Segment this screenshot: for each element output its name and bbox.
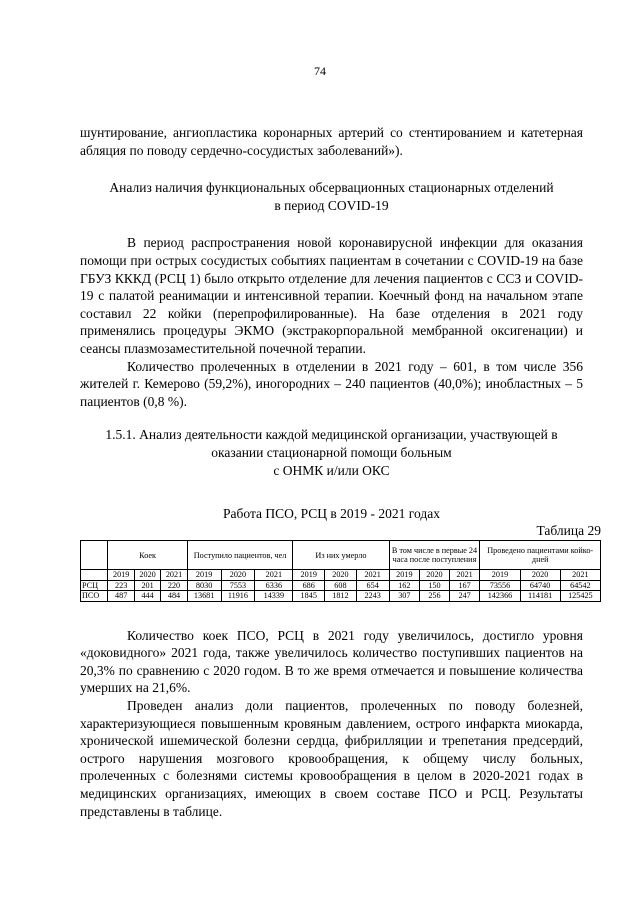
data-table — [80, 540, 601, 602]
table-year-header: 2020 — [134, 570, 160, 581]
table-cell: 150 — [420, 580, 450, 591]
table-year-header: 2021 — [255, 570, 293, 581]
table-cell: 223 — [108, 580, 134, 591]
table-year-header: 2020 — [520, 570, 560, 581]
table-year-header: 2019 — [108, 570, 134, 581]
table-cell: 1845 — [293, 591, 325, 602]
paragraph-treated-count: Количество пролеченных в отделении в 2021 году – 601, в том числе 356 жителей г. Кемерово (59,2%), иногородних – 240 пациентов (40,0%); инобластных – 5 пациентов (0,8 %). — [80, 358, 583, 409]
table-group-header: Коек — [108, 541, 187, 570]
section-heading-line2: в период COVID-19 — [274, 197, 389, 213]
table-cell: 484 — [161, 591, 187, 602]
table-cell: 11916 — [221, 591, 255, 602]
table-corner-cell — [81, 541, 108, 570]
table-year-header: 2021 — [161, 570, 187, 581]
table-cell: 444 — [134, 591, 160, 602]
table-header-row — [81, 541, 601, 570]
table-cell: 220 — [161, 580, 187, 591]
table-cell: 2243 — [356, 591, 389, 602]
table-year-header: 2021 — [560, 570, 600, 581]
table-year-header: 2019 — [293, 570, 325, 581]
subsection-heading-line3: с ОНМК и/или ОКС — [273, 462, 390, 478]
table-row-rsc — [81, 580, 601, 591]
table-row-label: РСЦ — [81, 580, 108, 591]
table-group-header: В том числе в первые 24 часа после поступления — [389, 541, 480, 570]
table-cell: 13681 — [187, 591, 221, 602]
table-title: Работа ПСО, РСЦ в 2019 - 2021 годах — [223, 506, 440, 522]
table-year-header: 2021 — [449, 570, 480, 581]
table-cell: 162 — [389, 580, 420, 591]
table-cell: 64542 — [560, 580, 600, 591]
table-cell: 73556 — [480, 580, 520, 591]
table-cell: 1812 — [325, 591, 357, 602]
table-cell: 125425 — [560, 591, 600, 602]
table-cell: 654 — [356, 580, 389, 591]
table-row-pso — [81, 591, 601, 602]
table-year-header: 2020 — [325, 570, 357, 581]
table-cell: 14339 — [255, 591, 293, 602]
table-year-header: 2020 — [420, 570, 450, 581]
table-year-header: 2019 — [187, 570, 221, 581]
table-cell: 487 — [108, 591, 134, 602]
table-cell: 64740 — [520, 580, 560, 591]
table-year-header: 2020 — [221, 570, 255, 581]
paragraph-beds-increase: Количество коек ПСО, РСЦ в 2021 году увеличилось, достигло уровня «доковидного» 2021 года, также увеличилось количество поступивших пациентов на 20,3% по сравнению с 2020 годом. В то же время отмечается и повышение количества умерших на 21,6%. — [80, 627, 583, 696]
table-cell: 201 — [134, 580, 160, 591]
table-label: Таблица 29 — [536, 523, 601, 539]
subsection-heading-line1: 1.5.1. Анализ деятельности каждой медицинской организации, участвующей в — [105, 427, 558, 443]
table-cell: 247 — [449, 591, 480, 602]
table-cell: 307 — [389, 591, 420, 602]
table-year-header: 2019 — [480, 570, 520, 581]
section-heading-line1: Анализ наличия функциональных обсервационных стационарных отделений — [109, 180, 554, 196]
page-number: 74 — [314, 64, 326, 78]
section-heading — [80, 179, 583, 214]
table-group-header: Из них умерло — [293, 541, 389, 570]
table-cell: 608 — [325, 580, 357, 591]
paragraph-covid-department: В период распространения новой коронавирусной инфекции для оказания помощи при острых сосудистых событиях пациентам в сочетании с COVID-19 на базе ГБУЗ КККД (РСЦ 1) было открыто отделение для лечения пациентов с ССЗ и COVID-19 с палатой реанимации и интенсивной терапии. Коечный фонд на начальном этапе составил 22 койки (перепрофилированные). На базе отделения в 2021 году применялись процедуры ЭКМО (экстракорпоральной мембранной оксигенации) и сеансы плазмозаместительной почечной терапии. — [80, 235, 583, 356]
table-cell: 167 — [449, 580, 480, 591]
continuation-paragraph: шунтирование, ангиопластика коронарных артерий со стентированием и катетерная абляция по поводу сердечно-сосудистых заболеваний»). — [80, 125, 583, 158]
table-cell: 142366 — [480, 591, 520, 602]
subsection-heading — [80, 426, 583, 479]
table-group-header: Поступило пациентов, чел — [187, 541, 293, 570]
table-row-label: ПСО — [81, 591, 108, 602]
table-year-header: 2021 — [356, 570, 389, 581]
table-cell: 686 — [293, 580, 325, 591]
subsection-heading-line2: оказании стационарной помощи больным — [211, 444, 452, 460]
table-cell: 6336 — [255, 580, 293, 591]
page-content — [80, 124, 601, 820]
table-year-header: 2019 — [389, 570, 420, 581]
table-cell: 256 — [420, 591, 450, 602]
table-cell: 8030 — [187, 580, 221, 591]
table-group-header: Проведено пациентами койко-дней — [480, 541, 601, 570]
table-cell: 7553 — [221, 580, 255, 591]
table-cell: 114181 — [520, 591, 560, 602]
paragraph-analysis: Проведен анализ доли пациентов, пролеченных по поводу болезней, характеризующиеся повышенным кровяным давлением, острого инфаркта миокарда, хронической ишемической болезни сердца, фибрилляции и трепетания предсердий, острого нарушения мозгового кровообращения, к общему числу больных, пролеченных с болезнями системы кровообращения в целом в 2020-2021 годах в медицинских организациях, имеющих в своем составе ПСО и РСЦ. Результаты представлены в таблице. — [80, 697, 583, 819]
table-year-corner-cell — [81, 570, 108, 581]
table-year-row — [81, 570, 601, 581]
